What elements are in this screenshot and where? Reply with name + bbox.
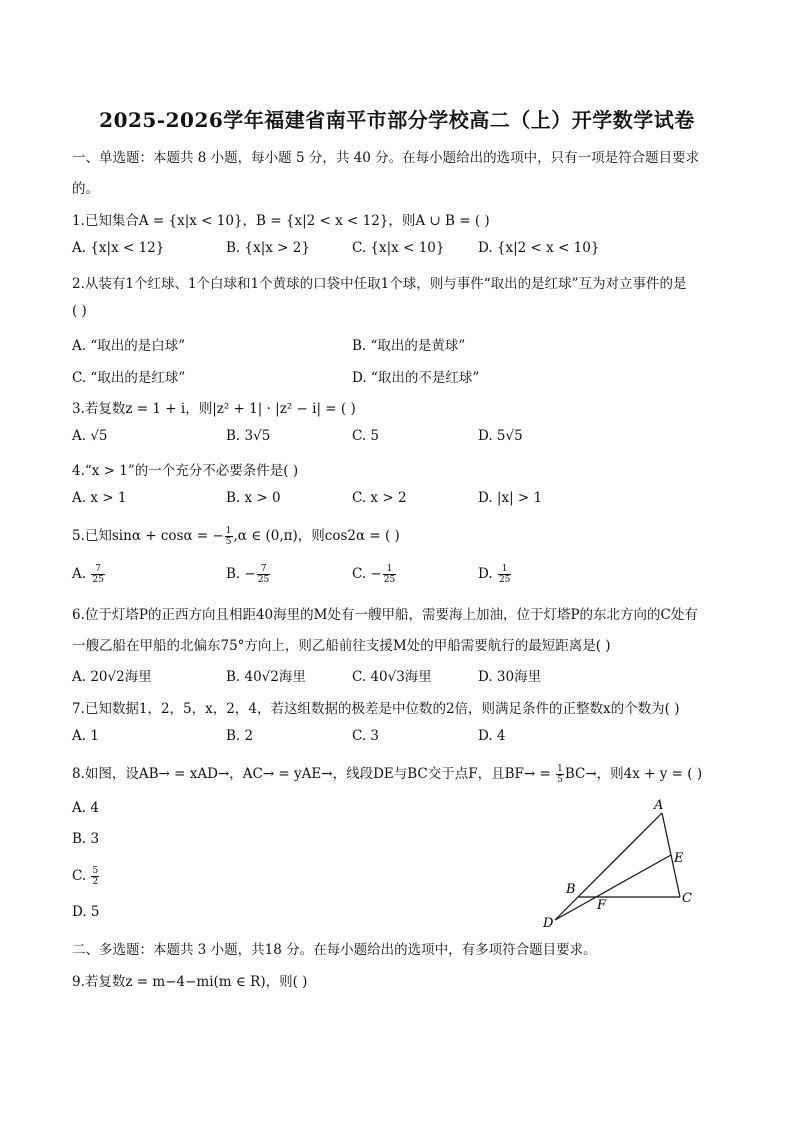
- q7-stem: 7.已知数据1，2，5，x，2，4，若这组数据的极差是中位数的2倍，则满足条件的正整数x的个数为( ): [72, 701, 680, 717]
- q2-stem-line2: ( ): [72, 303, 87, 319]
- label-c: C: [682, 891, 692, 906]
- section1-header-line2: 的。: [72, 181, 99, 197]
- q8-option-d: D. 5: [72, 904, 100, 920]
- q1-option-c: C. {x|x < 10}: [352, 240, 445, 256]
- q2-option-c: C. “取出的是红球”: [72, 370, 186, 386]
- q5-option-d-label: D.: [478, 566, 497, 582]
- q3-option-d: D. 5√5: [478, 428, 523, 444]
- label-a: A: [654, 798, 664, 813]
- q5-option-b-den: 25: [257, 575, 270, 585]
- q4-option-c: C. x > 2: [352, 490, 407, 506]
- page-title: 2025-2026学年福建省南平市部分学校高二（上）开学数学试卷: [99, 108, 695, 132]
- q5-option-c-num: 1: [383, 564, 396, 575]
- q5-option-c: [352, 564, 397, 585]
- q9-stem: 9.若复数z = m−4−mi(m ∈ R)，则( ): [72, 974, 308, 990]
- section2-header: 二、多选题：本题共 3 小题，共18 分。在每小题给出的选项中，有多项符合题目要求。: [72, 942, 597, 958]
- q3-option-c: C. 5: [352, 428, 380, 444]
- q5-option-d-num: 1: [498, 564, 511, 575]
- q5-stem-denominator: 5: [225, 537, 232, 547]
- q8-stem-numerator: 1: [557, 764, 563, 774]
- q8-stem-pre: 8.如图，设AB→ = xAD→，AC→ = yAE→，线段DE与BC交于点F，且BF→ =: [72, 766, 556, 782]
- q2-option-b: B. “取出的是黄球”: [352, 338, 466, 354]
- section1-header-line1: 一、单选题：本题共 8 小题，每小题 5 分，共 40 分。在每小题给出的选项中，只有一项是符合题目要求: [72, 150, 700, 166]
- q5-option-c-fraction: [383, 564, 396, 585]
- q5-stem-post: ,α ∈ (0,π)，则cos2α = ( ): [233, 528, 400, 544]
- q4-option-b: B. x > 0: [226, 490, 281, 506]
- q5-option-a-den: 25: [92, 575, 104, 585]
- q1-stem: 1.已知集合A = {x|x < 10}，B = {x|2 < x < 12}，则A ∪ B = ( ): [72, 213, 490, 229]
- q5-stem: [72, 524, 400, 547]
- q8-option-b: B. 3: [72, 831, 100, 847]
- q8-option-c-den: 2: [92, 877, 99, 887]
- q3-option-b: B. 3√5: [226, 428, 271, 444]
- q2-option-a: A. “取出的是白球”: [72, 338, 186, 354]
- q1-option-d: D. {x|2 < x < 10}: [478, 240, 600, 256]
- q5-option-a: [72, 564, 106, 585]
- q7-option-d: D. 4: [478, 728, 506, 744]
- q8-stem-fraction: [556, 764, 564, 785]
- q7-option-b: B. 2: [226, 728, 254, 744]
- label-f: F: [597, 898, 607, 913]
- q5-stem-pre: 5.已知sinα + cosα = −: [72, 528, 224, 544]
- q8-option-c-fraction: [91, 866, 99, 887]
- q5-option-b-label: B. −: [226, 566, 256, 582]
- q5-option-b: [226, 564, 271, 585]
- q3-stem: 3.若复数z = 1 + i，则|z² + 1| · |z² − i| = ( ): [72, 401, 356, 417]
- q8-option-a: A. 4: [72, 800, 99, 816]
- q4-option-a: A. x > 1: [72, 490, 127, 506]
- q8-option-c-num: 5: [92, 866, 99, 876]
- q8-stem-post: BC→，则4x + y = ( ): [564, 766, 703, 782]
- q5-option-b-fraction: [257, 564, 270, 585]
- q5-option-a-num: 7: [91, 564, 104, 575]
- q6-stem-line1: 6.位于灯塔P的正西方向且相距40海里的M处有一艘甲船，需要海上加油，位于灯塔P的东北方向的C处有: [72, 607, 698, 623]
- q6-option-b: B. 40√2海里: [226, 669, 306, 685]
- q5-option-d: [478, 564, 512, 585]
- q5-option-c-label: C. −: [352, 566, 382, 582]
- q5-stem-numerator: 1: [225, 526, 232, 536]
- q2-option-d: D. “取出的不是红球”: [352, 370, 480, 386]
- label-d: D: [543, 916, 554, 931]
- q7-option-a: A. 1: [72, 728, 99, 744]
- q5-option-b-num: 7: [257, 564, 270, 575]
- q8-stem: [72, 762, 702, 785]
- q1-option-a: A. {x|x < 12}: [72, 240, 165, 256]
- q5-option-c-den: 25: [383, 575, 396, 585]
- q8-option-c: [72, 866, 100, 887]
- q6-stem-line2: 一艘乙船在甲船的北偏东75°方向上，则乙船前往支援M处的甲船需要航行的最短距离是( ): [72, 638, 611, 654]
- q7-option-c: C. 3: [352, 728, 380, 744]
- q8-stem-denominator: 5: [557, 775, 563, 785]
- q4-stem: 4.“x > 1”的一个充分不必要条件是( ): [72, 463, 299, 479]
- q5-option-d-den: 25: [498, 575, 511, 585]
- q4-option-d: D. |x| > 1: [478, 490, 543, 506]
- q8-triangle-figure: [530, 790, 710, 935]
- q3-option-a: A. √5: [72, 428, 108, 444]
- label-e: E: [674, 851, 684, 866]
- q1-option-b: B. {x|x > 2}: [226, 240, 310, 256]
- q5-option-a-label: A.: [72, 566, 91, 582]
- q6-option-c: C. 40√3海里: [352, 669, 432, 685]
- q6-option-d: D. 30海里: [478, 669, 542, 685]
- q5-stem-fraction: [225, 526, 233, 547]
- q5-option-a-fraction: [91, 564, 104, 585]
- q8-option-c-label: C.: [72, 868, 91, 884]
- q6-option-a: A. 20√2海里: [72, 669, 152, 685]
- label-b: B: [566, 882, 576, 897]
- q2-stem-line1: 2.从装有1个红球、1个白球和1个黄球的口袋中任取1个球，则与事件“取出的是红球”互为对立事件的是: [72, 276, 687, 292]
- q5-option-d-fraction: [498, 564, 511, 585]
- segment-ab: [578, 813, 662, 897]
